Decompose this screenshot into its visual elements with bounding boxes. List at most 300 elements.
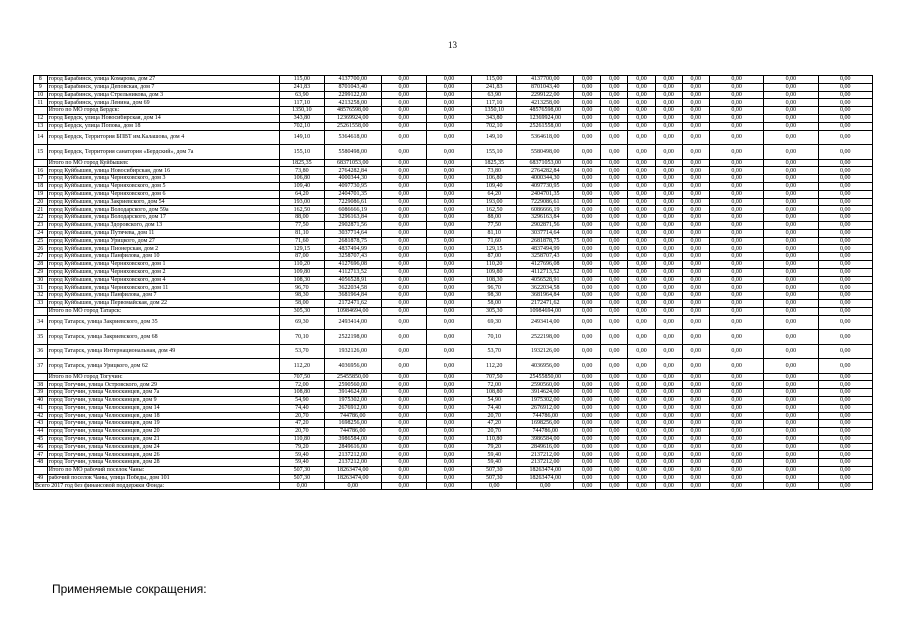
row-value: 110,20 (472, 260, 517, 268)
row-value: 4097730,95 (517, 182, 574, 190)
row-value: 0,00 (818, 159, 872, 167)
row-value: 0,00 (574, 299, 601, 307)
row-value: 109,40 (279, 182, 324, 190)
row-value: 58,00 (472, 299, 517, 307)
row-number: 29 (34, 268, 48, 276)
row-value: 0,00 (601, 451, 628, 459)
row-value: 0,00 (818, 307, 872, 315)
table-row (34, 214, 873, 222)
row-value: 0,00 (574, 245, 601, 253)
row-value: 0,00 (709, 99, 763, 107)
row-value: 241,83 (472, 83, 517, 91)
row-value: 0,00 (764, 122, 818, 130)
row-value: 0,00 (818, 276, 872, 284)
row-value: 0,00 (574, 412, 601, 420)
table-row (34, 182, 873, 190)
row-value: 0,00 (381, 214, 426, 222)
row-value: 0,00 (655, 435, 682, 443)
row-value: 0,00 (628, 292, 655, 300)
row-value: 0,00 (574, 253, 601, 261)
row-value: 4112713,52 (324, 268, 381, 276)
row-value: 241,83 (279, 83, 324, 91)
row-value: 0,00 (381, 91, 426, 99)
table-row (34, 237, 873, 245)
row-value: 0,00 (655, 428, 682, 436)
row-value: 0,00 (601, 76, 628, 84)
row-value: 162,50 (472, 206, 517, 214)
row-value: 0,00 (655, 114, 682, 122)
row-value: 68371053,00 (517, 159, 574, 167)
row-value: 0,00 (628, 221, 655, 229)
row-number: 39 (34, 389, 48, 397)
row-value: 0,00 (682, 229, 709, 237)
row-value: 2137212,00 (517, 459, 574, 467)
row-number: 32 (34, 292, 48, 300)
row-value: 0,00 (818, 381, 872, 389)
row-value: 0,00 (574, 107, 601, 115)
row-value: 2522198,00 (324, 330, 381, 345)
row-value: 0,00 (655, 412, 682, 420)
row-address: город Куйбышев, улица Урицкого, дом 27 (47, 237, 279, 245)
row-address: город Куйбышев, улица Здоровского, дом 13 (47, 221, 279, 229)
row-value: 0,00 (764, 268, 818, 276)
row-value: 0,00 (426, 276, 471, 284)
row-value: 0,00 (601, 99, 628, 107)
row-value: 0,00 (682, 198, 709, 206)
row-value: 0,00 (426, 420, 471, 428)
row-value: 0,00 (426, 315, 471, 330)
row-value: 0,00 (381, 344, 426, 359)
row-value: 73,80 (472, 167, 517, 175)
row-value: 0,00 (601, 284, 628, 292)
row-value: 0,00 (682, 83, 709, 91)
row-value: 0,00 (601, 482, 628, 490)
row-number: 46 (34, 443, 48, 451)
row-value: 3681964,84 (324, 292, 381, 300)
row-number: 30 (34, 276, 48, 284)
row-value: 0,00 (764, 467, 818, 475)
row-value: 3258707,43 (324, 253, 381, 261)
row-value: 64,20 (472, 190, 517, 198)
row-value: 7229086,61 (517, 198, 574, 206)
row-value: 0,00 (655, 482, 682, 490)
row-value: 3258707,43 (517, 253, 574, 261)
row-value: 0,00 (818, 229, 872, 237)
row-value: 0,00 (426, 396, 471, 404)
row-value: 1698256,00 (324, 420, 381, 428)
row-value: 0,00 (764, 412, 818, 420)
row-value: 0,00 (381, 245, 426, 253)
row-value: 0,00 (818, 373, 872, 381)
row-address: Всего 2017 год без финансовой поддержки Фонда: (34, 482, 280, 490)
table-row (34, 420, 873, 428)
row-value: 0,00 (601, 237, 628, 245)
row-value: 0,00 (381, 206, 426, 214)
row-value: 0,00 (764, 159, 818, 167)
row-value: 2590560,00 (324, 381, 381, 389)
row-value: 0,00 (426, 307, 471, 315)
row-value: 0,00 (655, 315, 682, 330)
row-value: 4137700,00 (517, 76, 574, 84)
row-value: 0,00 (682, 482, 709, 490)
row-value: 53,70 (279, 344, 324, 359)
row-value: 0,00 (628, 237, 655, 245)
row-value: 0,00 (601, 381, 628, 389)
row-value: 0,00 (818, 482, 872, 490)
row-value: 0,00 (628, 122, 655, 130)
row-value: 1825,35 (279, 159, 324, 167)
row-value: 0,00 (682, 344, 709, 359)
row-value: 79,20 (279, 443, 324, 451)
row-address: город Тогучин, улица Челюскинцев, дом 18 (47, 412, 279, 420)
table-row (34, 451, 873, 459)
row-address: город Татарск, улица Закриевского, дом 68 (47, 330, 279, 345)
row-address: город Барабинск, улица Стрельникова, дом 3 (47, 91, 279, 99)
row-value: 155,10 (279, 145, 324, 160)
row-value: 0,00 (709, 443, 763, 451)
abbreviations-heading: Применяемые сокращения: (52, 582, 207, 596)
row-address: город Барабинск, улица Ленина, дом 69 (47, 99, 279, 107)
row-address: город Куйбышев, улица Новосибирская, дом 16 (47, 167, 279, 175)
row-value: 0,00 (682, 315, 709, 330)
row-value: 0,00 (818, 237, 872, 245)
row-value: 0,00 (764, 130, 818, 145)
row-value: 0,00 (709, 292, 763, 300)
row-value: 0,00 (818, 459, 872, 467)
row-value: 4213258,00 (324, 99, 381, 107)
row-value: 0,00 (682, 260, 709, 268)
row-value: 0,00 (628, 214, 655, 222)
row-value: 0,00 (601, 159, 628, 167)
row-value: 0,00 (818, 76, 872, 84)
row-value: 0,00 (818, 182, 872, 190)
row-value: 0,00 (628, 276, 655, 284)
row-value: 2299122,00 (324, 91, 381, 99)
row-value: 0,00 (655, 292, 682, 300)
row-value: 0,00 (574, 344, 601, 359)
row-value: 0,00 (682, 130, 709, 145)
row-value: 0,00 (818, 428, 872, 436)
row-value: 507,30 (472, 474, 517, 482)
row-value: 0,00 (818, 99, 872, 107)
row-value: 3037714,64 (324, 229, 381, 237)
row-value: 0,00 (426, 122, 471, 130)
row-value: 0,00 (655, 190, 682, 198)
row-value: 0,00 (574, 459, 601, 467)
row-value: 3914624,00 (324, 389, 381, 397)
row-value: 0,00 (574, 307, 601, 315)
row-value: 112,20 (279, 359, 324, 374)
row-value: 0,00 (472, 482, 517, 490)
row-value: 0,00 (426, 330, 471, 345)
row-value: 0,00 (818, 420, 872, 428)
table-row (34, 221, 873, 229)
housing-program-table (33, 75, 873, 490)
row-value: 69,30 (472, 315, 517, 330)
row-value: 2522198,00 (517, 330, 574, 345)
row-value: 2299122,00 (517, 91, 574, 99)
row-number: 43 (34, 420, 48, 428)
row-value: 0,00 (682, 420, 709, 428)
row-value: 744786,00 (517, 428, 574, 436)
row-value: 0,00 (381, 182, 426, 190)
row-value: 3914624,00 (517, 389, 574, 397)
row-value: 0,00 (682, 428, 709, 436)
row-value: 0,00 (655, 420, 682, 428)
row-value: 0,00 (381, 474, 426, 482)
row-value: 0,00 (682, 284, 709, 292)
row-value: 507,30 (472, 467, 517, 475)
row-value: 702,10 (279, 122, 324, 130)
row-number (34, 373, 48, 381)
row-value: 69,30 (279, 315, 324, 330)
row-address: город Тогучин, улица Челюскинцев, дом 7а (47, 389, 279, 397)
row-address: город Куйбышев, улица Черняховского, дом 2 (47, 268, 279, 276)
row-value: 0,00 (709, 459, 763, 467)
row-value: 0,00 (381, 122, 426, 130)
row-address: Итого по МО город Бердск: (47, 107, 279, 115)
row-value: 0,00 (818, 474, 872, 482)
row-value: 0,00 (574, 167, 601, 175)
row-value: 0,00 (601, 412, 628, 420)
row-value: 59,40 (472, 451, 517, 459)
row-value: 2676912,00 (324, 404, 381, 412)
row-value: 0,00 (818, 396, 872, 404)
row-value: 0,00 (426, 214, 471, 222)
row-value: 0,00 (426, 373, 471, 381)
row-value: 0,00 (709, 284, 763, 292)
row-value: 0,00 (381, 443, 426, 451)
row-value: 0,00 (682, 396, 709, 404)
row-value: 0,00 (628, 359, 655, 374)
row-value: 59,40 (279, 459, 324, 467)
page-number: 13 (448, 40, 457, 50)
row-value: 0,00 (818, 214, 872, 222)
row-address: Итого по МО город Тогучин: (47, 373, 279, 381)
row-address: город Тогучин, улица Островского, дом 29 (47, 381, 279, 389)
row-value: 0,00 (426, 381, 471, 389)
row-value: 0,00 (426, 114, 471, 122)
row-value: 0,00 (574, 315, 601, 330)
row-number: 40 (34, 396, 48, 404)
row-value: 3681964,84 (517, 292, 574, 300)
row-value: 0,00 (764, 474, 818, 482)
row-value: 0,00 (682, 175, 709, 183)
row-value: 0,00 (426, 221, 471, 229)
row-value: 0,00 (426, 175, 471, 183)
row-value: 0,00 (655, 260, 682, 268)
row-value: 0,00 (574, 359, 601, 374)
table-row (34, 122, 873, 130)
row-value: 0,00 (381, 315, 426, 330)
row-value: 0,00 (764, 260, 818, 268)
row-value: 0,00 (682, 114, 709, 122)
row-value: 0,00 (426, 245, 471, 253)
row-value: 18263474,00 (517, 467, 574, 475)
row-value: 0,00 (628, 229, 655, 237)
row-number: 16 (34, 167, 48, 175)
row-value: 96,70 (279, 284, 324, 292)
row-value: 0,00 (574, 214, 601, 222)
row-number: 24 (34, 229, 48, 237)
row-address: город Куйбышев, улица Черняховского, дом 4 (47, 276, 279, 284)
row-value: 0,00 (818, 245, 872, 253)
row-value: 744786,00 (517, 412, 574, 420)
row-value: 0,00 (655, 276, 682, 284)
row-value: 0,00 (818, 284, 872, 292)
row-value: 12369924,00 (517, 114, 574, 122)
row-value: 48576598,00 (517, 107, 574, 115)
row-value: 0,00 (655, 344, 682, 359)
row-value: 2764282,84 (517, 167, 574, 175)
row-value: 70,10 (279, 330, 324, 345)
row-value: 0,00 (628, 404, 655, 412)
row-value: 0,00 (682, 182, 709, 190)
row-value: 0,00 (574, 260, 601, 268)
row-value: 0,00 (709, 412, 763, 420)
row-address: город Куйбышев, улица Панфилова, дом 10 (47, 253, 279, 261)
row-value: 72,00 (279, 381, 324, 389)
row-value: 0,00 (426, 130, 471, 145)
row-value: 0,00 (381, 359, 426, 374)
row-value: 0,00 (655, 381, 682, 389)
table-row (34, 459, 873, 467)
row-value: 0,00 (818, 344, 872, 359)
row-value: 2137212,00 (324, 451, 381, 459)
row-value: 1825,35 (472, 159, 517, 167)
row-value: 112,20 (472, 359, 517, 374)
row-value: 2590560,00 (517, 381, 574, 389)
row-address: город Бердск, улица Попова, дом 18 (47, 122, 279, 130)
row-value: 0,00 (628, 91, 655, 99)
row-value: 96,70 (472, 284, 517, 292)
row-value: 0,00 (709, 83, 763, 91)
row-value: 0,00 (601, 404, 628, 412)
row-value: 0,00 (426, 474, 471, 482)
row-value: 1350,10 (279, 107, 324, 115)
row-value: 0,00 (764, 443, 818, 451)
row-value: 0,00 (381, 373, 426, 381)
row-number (34, 107, 48, 115)
row-value: 0,00 (426, 76, 471, 84)
row-value: 64,20 (279, 190, 324, 198)
row-value: 0,00 (381, 237, 426, 245)
row-value: 0,00 (601, 245, 628, 253)
row-value: 4036956,00 (517, 359, 574, 374)
row-value: 0,00 (682, 299, 709, 307)
row-value: 0,00 (628, 482, 655, 490)
row-value: 2172471,62 (324, 299, 381, 307)
row-value: 0,00 (709, 76, 763, 84)
row-value: 0,00 (709, 344, 763, 359)
row-value: 0,00 (628, 443, 655, 451)
row-value: 0,00 (381, 268, 426, 276)
row-value: 0,00 (818, 389, 872, 397)
row-address: город Куйбышев, улица Первомайская, дом 22 (47, 299, 279, 307)
table-row (34, 229, 873, 237)
row-value: 1932126,00 (517, 344, 574, 359)
row-value: 4000344,30 (324, 175, 381, 183)
row-value: 162,50 (279, 206, 324, 214)
row-value: 0,00 (682, 167, 709, 175)
row-value: 4000344,30 (517, 175, 574, 183)
row-value: 0,00 (426, 268, 471, 276)
row-value: 0,00 (682, 443, 709, 451)
row-value: 0,00 (381, 451, 426, 459)
row-value: 0,00 (426, 107, 471, 115)
row-number (34, 467, 48, 475)
row-value: 0,00 (682, 268, 709, 276)
row-value: 81,10 (472, 229, 517, 237)
row-value: 0,00 (381, 467, 426, 475)
row-value: 0,00 (628, 159, 655, 167)
row-number: 44 (34, 428, 48, 436)
row-value: 106,80 (472, 175, 517, 183)
row-value: 0,00 (682, 389, 709, 397)
row-value: 25455850,00 (324, 373, 381, 381)
row-value: 0,00 (764, 389, 818, 397)
row-value: 0,00 (601, 268, 628, 276)
row-value: 0,00 (601, 198, 628, 206)
row-value: 193,00 (279, 198, 324, 206)
row-address: город Татарск, улица Закриевского, дом 35 (47, 315, 279, 330)
table-row (34, 245, 873, 253)
row-value: 0,00 (574, 229, 601, 237)
row-value: 0,00 (655, 359, 682, 374)
row-value: 0,00 (628, 130, 655, 145)
row-value: 0,00 (628, 175, 655, 183)
row-value: 7229086,61 (324, 198, 381, 206)
row-address: город Бердск, Территория санатория «Бердский», дом 7а (47, 145, 279, 160)
table-row (34, 344, 873, 359)
row-value: 0,00 (709, 159, 763, 167)
row-value: 0,00 (818, 175, 872, 183)
row-value: 0,00 (764, 276, 818, 284)
row-value: 0,00 (574, 182, 601, 190)
row-value: 0,00 (381, 396, 426, 404)
row-value: 744786,00 (324, 412, 381, 420)
table-row (34, 284, 873, 292)
table-row (34, 159, 873, 167)
row-value: 0,00 (655, 182, 682, 190)
row-value: 0,00 (628, 182, 655, 190)
row-value: 0,00 (381, 435, 426, 443)
row-address: город Тогучин, улица Челюскинцев, дом 24 (47, 443, 279, 451)
row-value: 0,00 (381, 99, 426, 107)
row-value: 0,00 (601, 190, 628, 198)
row-value: 0,00 (709, 221, 763, 229)
row-value: 0,00 (426, 467, 471, 475)
row-value: 0,00 (426, 237, 471, 245)
row-value: 87,00 (279, 253, 324, 261)
row-value: 0,00 (682, 159, 709, 167)
row-value: 0,00 (426, 159, 471, 167)
row-value: 0,00 (601, 344, 628, 359)
row-number: 13 (34, 122, 48, 130)
row-value: 0,00 (764, 229, 818, 237)
row-value: 193,00 (472, 198, 517, 206)
row-value: 0,00 (601, 83, 628, 91)
row-value: 74,40 (279, 404, 324, 412)
row-value: 77,50 (279, 221, 324, 229)
row-value: 0,00 (709, 420, 763, 428)
row-value: 0,00 (764, 428, 818, 436)
row-address: город Куйбышев, улица Закриевского, дом 54 (47, 198, 279, 206)
row-value: 0,00 (682, 307, 709, 315)
row-value: 0,00 (574, 122, 601, 130)
row-value: 0,00 (381, 299, 426, 307)
row-value: 68371053,00 (324, 159, 381, 167)
